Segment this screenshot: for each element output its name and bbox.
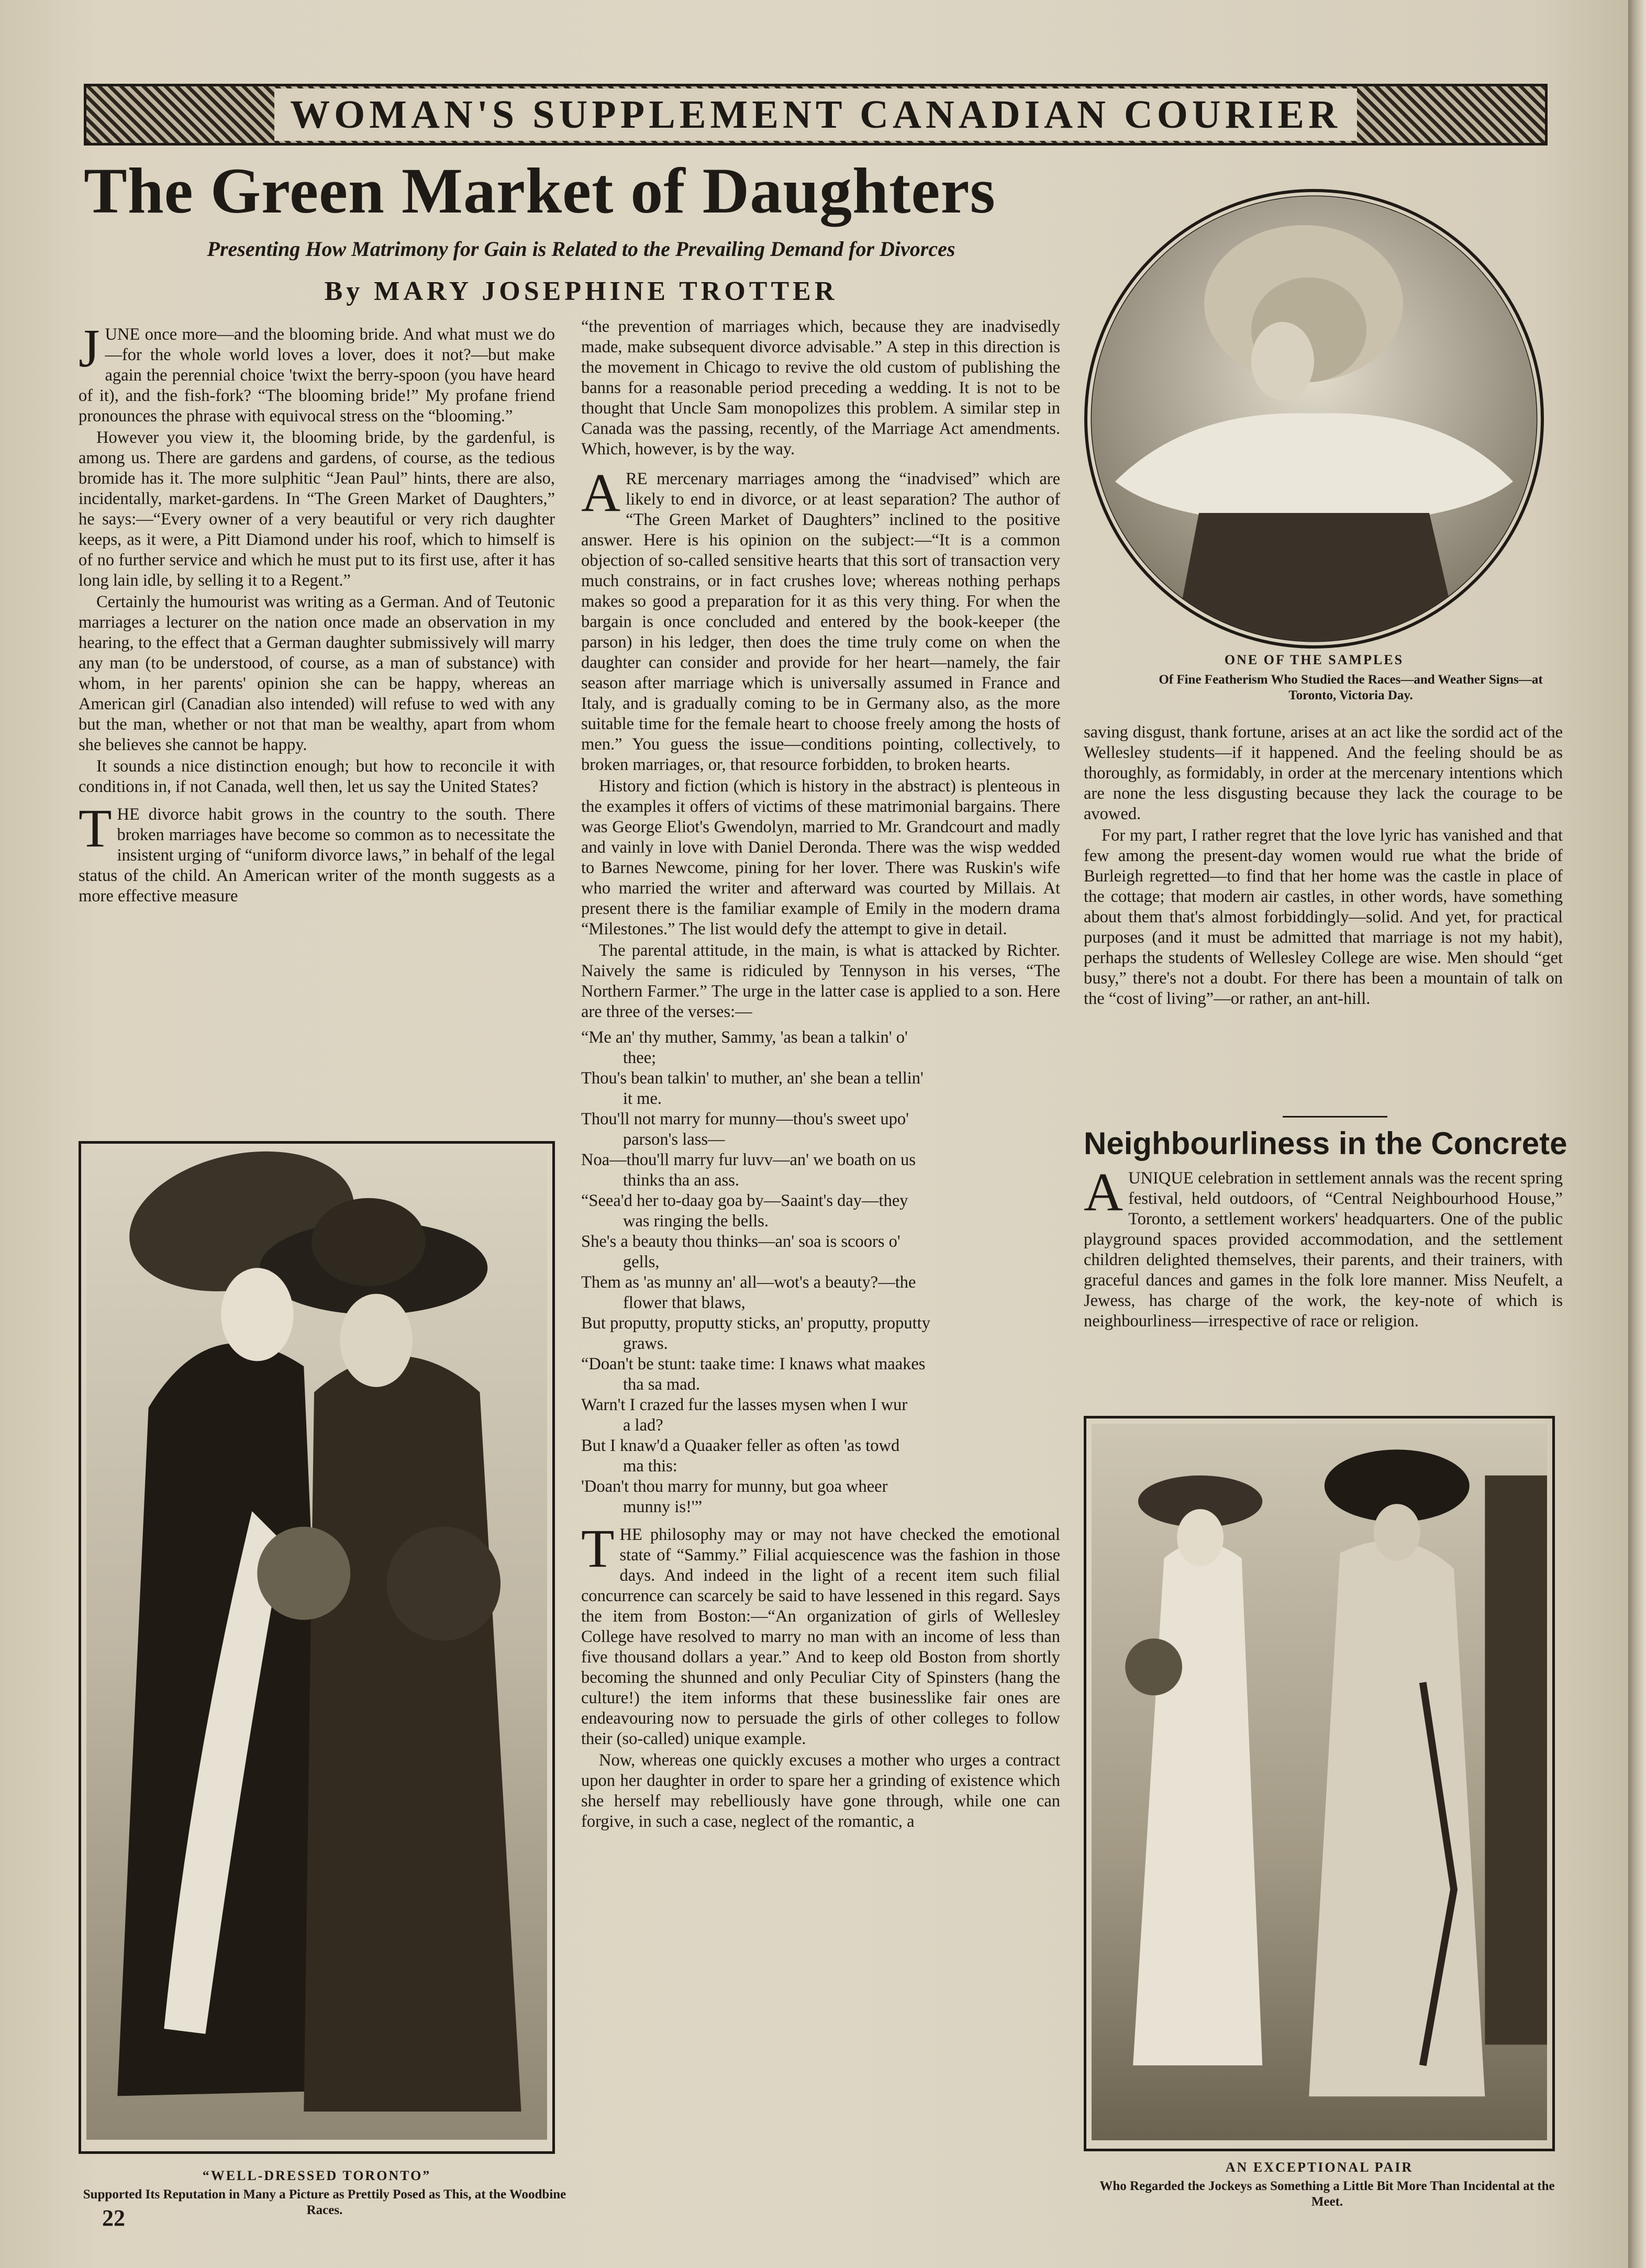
tennyson-verse xyxy=(581,1027,1060,1517)
col1-paragraph-3: Certainly the humourist was writing as a German. And of Teutonic marriages a lecturer on the nation once made an observation in my hearing, to the effect that a German daughter submissively will marry any man (to be understood, of course, as a man of substance) with whom, in her parents' opinion she can be happy, whereas an American girl (Canadian also intended) will refuse to wed with any but the man, whether or not that man be wealthy, apart from whom she believes she cannot be happy. xyxy=(79,593,555,754)
col1-paragraph-1: JUNE once more—and the blooming bride. And what must we do—for the whole world loves a lover, does it not?—but make again the perennial choice 'twixt the berry-spoon (you have heard of it), and the fish-fork? “The blooming bride!” My profane friend pronounces the phrase with equivocal stress on the “blooming.” xyxy=(79,318,555,426)
section-divider xyxy=(1283,1116,1387,1118)
verse-line-continuation: tha sa mad. xyxy=(623,1375,700,1394)
drop-cap: A xyxy=(1084,1162,1124,1222)
book-gutter xyxy=(1628,0,1646,2268)
verse-line: Them as 'as munny an' all—wot's a beauty?—the xyxy=(581,1273,916,1292)
verse-line-continuation: munny is!'” xyxy=(623,1498,703,1516)
verse-line: But I knaw'd a Quaaker feller as often 'as towd xyxy=(581,1436,900,1455)
verse-line: “Me an' thy muther, Sammy, 'as bean a talkin' o' xyxy=(581,1028,908,1047)
verse-line-continuation: thinks tha an ass. xyxy=(623,1171,740,1190)
verse-line: 'Doan't thou marry for munny, but goa wheer xyxy=(581,1477,888,1496)
column-3-section-2 xyxy=(1084,1162,1563,1333)
verse-line: But proputty, proputty sticks, an' proputty, proputty xyxy=(581,1314,930,1333)
verse-line-continuation: ma this: xyxy=(623,1457,677,1476)
verse-line-continuation: a lad? xyxy=(623,1416,663,1435)
caption-pair-title: AN EXCEPTIONAL PAIR xyxy=(1225,2160,1414,2175)
col2-paragraph-5: THE philosophy may or may not have checked the emotional state of “Sammy.” Filial acquiescence was the fashion in those days. And indeed in the light of a recent item such filial concurrence can scarcely be said to have lessened in this regard. Says the item from Boston:—“An organization of girls of Wellesley College have resolved to marry no man with an income of less than five thousand dollars a year.” And to keep old Boston from shortly becoming the shunned and only Peculiar City of Spinsters (hang the culture!) the item informs that these businesslike fair ones are endeavouring now to persuade the girls of other colleges to follow their (so-called) unique example. xyxy=(581,1518,1060,1748)
section-heading-neighbourliness: Neighbourliness in the Concrete xyxy=(1084,1126,1567,1161)
photo-image xyxy=(86,1149,547,2140)
verse-line-continuation: flower that blaws, xyxy=(623,1293,746,1312)
col3-paragraph-1: saving disgust, thank fortune, arises at an act like the sordid act of the Wellesley students—if it happened. And the feeling should be as thoroughly, as formidably, in order at the mercenary intentions which are none the less disgusting because they lack the courage to be avowed. xyxy=(1084,723,1563,823)
caption-pair-sub: Who Regarded the Jockeys as Something a Little Bit More Than Incidental at the Meet. xyxy=(1099,2179,1555,2209)
column-2 xyxy=(581,317,1060,1833)
caption-toronto-title: “WELL-DRESSED TORONTO” xyxy=(202,2168,431,2183)
photo-image xyxy=(1084,188,1544,649)
col1-paragraph-5: THE divorce habit grows in the country to the south. There broken marriages have become so common as to necessitate the insistent urging of “uniform divorce laws,” in behalf of the legal status of the child. An American writer of the month suggests as a more effective measure xyxy=(79,798,555,906)
verse-line: Thou'll not marry for munny—thou's sweet upo' xyxy=(581,1110,909,1129)
col1-paragraph-4: It sounds a nice distinction enough; but how to reconcile it with conditions in, if not Canada, well then, let us say the United States? xyxy=(79,757,555,796)
col3-paragraph-2: For my part, I rather regret that the love lyric has vanished and that few among the present-day women would rue what the bride of Burleigh regretted—to find that her home was the castle in place of the cottage; that modern air castles, in other words, have something about them that's almost forbiddingly—solid. And yet, for practical purposes (and it must be admitted that marriage is not my habit), perhaps the students of Wellesley College are wise. Men should “get busy,” there's not a doubt. For there has been a mountain of talk on the “cost of living”—or rather, an ant-hill. xyxy=(1084,826,1563,1008)
col1-paragraph-2: However you view it, the blooming bride, by the gardenful, is among us. There are gardens and gardens, of course, as the tedious bromide has it. The more sulphitic “Jean Paul” hints, there are also, incidentally, market-gardens. In “The Green Market of Daughters,” he says:—“Every owner of a very beautiful or very rich daughter keeps, as it were, a Pitt Diamond under his roof, which to himself is of no further service and which he must put to its first use, after it has long lain idle, by selling it to a Regent.” xyxy=(79,428,555,590)
verse-line-continuation: gells, xyxy=(623,1253,660,1271)
col2-paragraph-3: History and fiction (which is history in the abstract) is plenteous in the examples it offers of victims of these matrimonial bargains. There was George Eliot's Gwendolyn, married to Mr. Grandcourt and madly and vainly in love with Daniel Deronda. There was the wisp wedded to Barnes Newcome, pining for her lover. There was Ruskin's wife who married the writer and afterward was courted by Millais. At present there is the familiar example of Emily in the modern drama “Milestones.” The list would defy the attempt to give in detail. xyxy=(581,777,1060,939)
verse-line-continuation: was ringing the bells. xyxy=(623,1212,769,1231)
drop-cap: T xyxy=(581,1518,615,1579)
page-number: 22 xyxy=(102,2205,125,2231)
column-1 xyxy=(79,318,555,908)
photo-well-dressed-toronto xyxy=(79,1141,555,2154)
verse-line: “Seea'd her to-daay goa by—Saaint's day—they xyxy=(581,1191,908,1210)
verse-line: “Doan't be stunt: taake time: I knaws what maakes xyxy=(581,1355,926,1373)
verse-line: She's a beauty thou thinks—an' soa is scoors o' xyxy=(581,1232,900,1251)
supplement-banner xyxy=(84,84,1548,146)
col3-paragraph-3: AUNIQUE celebration in settlement annals was the recent spring festival, held outdoors, of “Central Neighbourhood House,” Toronto, a settlement workers' headquarters. One of the public playground spaces provided accommodation, and the settlement children delighted themselves, their parents, and their trainers, with graceful dances and games in the folk lore manner. Miss Neufelt, a Jewess, has charge of the work, the key-note of which is neighbourliness—irrespective of race or religion. xyxy=(1084,1162,1563,1331)
article-byline: By MARY JOSEPHINE TROTTER xyxy=(324,276,838,306)
photo-one-of-the-samples xyxy=(1084,188,1544,649)
verse-line-continuation: parson's lass— xyxy=(623,1130,725,1149)
verse-line: Warn't I crazed fur the lasses mysen when I wur xyxy=(581,1395,908,1414)
col2-paragraph-6: Now, whereas one quickly excuses a mother who urges a contract upon her daughter in order to spare her a grinding of existence which she herself may rebelliously have gone through, while one can forgive, in such a case, neglect of the romantic, a xyxy=(581,1751,1060,1831)
drop-cap: A xyxy=(581,463,621,523)
photo-image xyxy=(1092,1424,1547,2140)
drop-cap: J xyxy=(79,318,100,378)
caption-toronto-sub: Supported Its Reputation in Many a Picture as Prettily Posed as This, at the Woodbine Races. xyxy=(83,2187,566,2217)
banner-text: WOMAN'S SUPPLEMENT CANADIAN COURIER xyxy=(274,88,1357,141)
caption-samples-title: ONE OF THE SAMPLES xyxy=(1224,652,1404,667)
col2-paragraph-4: The parental attitude, in the main, is what is attacked by Richter. Naively the same is ridiculed by Tennyson in his verses, “The Northern Farmer.” The urge in the latter case is applied to a son. Here are three of the verses:— xyxy=(581,941,1060,1021)
col2-paragraph-2: ARE mercenary marriages among the “inadvised” which are likely to end in divorce, or at least separation? The author of “The Green Market of Daughters” inclined to the positive answer. Here is his opinion on the subject:—“It is a common objection of so-called sensitive hearts that this sort of transaction very much constrains, or in fact crushes love; whereas nothing perhaps makes so good a preparation for it as this very thing. For when the bargain is once concluded and entered by the book-keeper (the parson) in his ledger, then does the time truly come on when the daughter can consider and provide for her heart—namely, the fair season after marriage which is universally assumed in France and Italy, and is gradually coming to be in Germany also, as the more suitable time for the female heart to choose freely among the hosts of men.” You guess the issue—conditions pointing, collectively, to broken marriages, or, that resource forbidden, to broken hearts. xyxy=(581,463,1060,774)
verse-line-continuation: thee; xyxy=(623,1048,657,1067)
column-3 xyxy=(1084,722,1563,1010)
photo-exceptional-pair xyxy=(1084,1416,1555,2151)
verse-line: Thou's bean talkin' to muther, an' she bean a tellin' xyxy=(581,1069,924,1088)
caption-samples-sub: Of Fine Featherism Who Studied the Races—and Weather Signs—at Toronto, Victoria Day. xyxy=(1159,673,1543,702)
verse-line-continuation: graws. xyxy=(623,1334,668,1353)
article-title: The Green Market of Daughters xyxy=(84,155,996,227)
article-subtitle: Presenting How Matrimony for Gain is Related to the Prevailing Demand for Divorces xyxy=(207,237,955,261)
verse-line: Noa—thou'll marry fur luvv—an' we boath on us xyxy=(581,1150,916,1169)
verse-line-continuation: it me. xyxy=(623,1089,662,1108)
col2-paragraph-1: “the prevention of marriages which, because they are inadvisedly made, make subsequent divorce advisable.” A step in this direction is the movement in Chicago to revive the old custom of publishing the banns for a reasonable period preceding a wedding. It is not to be thought that Uncle Sam monopolizes this problem. A similar step in Canada was the passing, recently, of the Marriage Act amendments. Which, however, is by the way. xyxy=(581,317,1060,459)
drop-cap: T xyxy=(79,798,112,858)
